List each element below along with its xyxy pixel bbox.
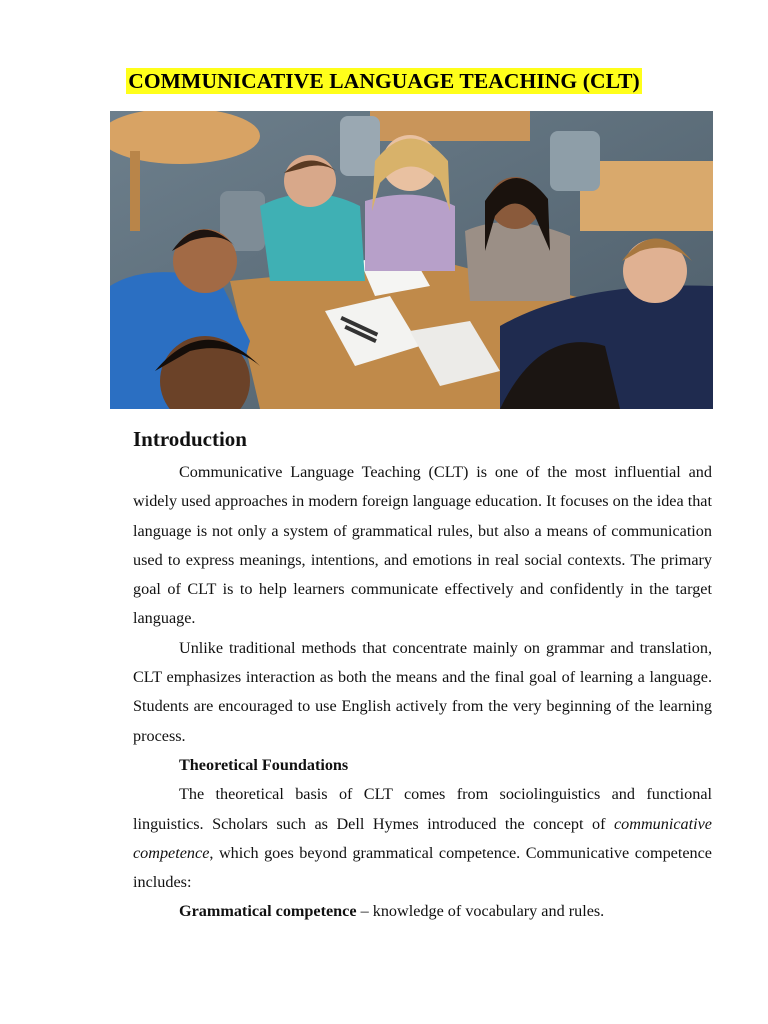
introduction-paragraph-2: Unlike traditional methods that concentrate mainly on grammar and translation, CLT emphasizes interaction as both the means and the final goal of learning a language. Students are encouraged to use English actively from the very beginning of the learning process. [133, 638, 712, 745]
tf-paragraph-end: , which goes beyond grammatical competence. Communicative competence includes: [133, 843, 712, 892]
students-group-study-photo [110, 111, 713, 409]
competence-item-grammatical [133, 897, 712, 926]
tf-italic-term: communicative competence [133, 814, 712, 862]
competence-description: – knowledge of vocabulary and rules. [356, 902, 605, 921]
photo-illustration [110, 111, 713, 409]
document-title: COMMUNICATIVE LANGUAGE TEACHING (CLT) [128, 69, 640, 93]
title-container [0, 68, 768, 94]
introduction-paragraph-1: Communicative Language Teaching (CLT) is one of the most influential and widely used approaches in modern foreign language education. It focuses on the idea that language is not only a system of grammatical rules, but also a means of communication used to express meanings, intentions, and emotions in real social contexts. The primary goal of CLT is to help learners communicate effectively and confidently in the target language. [133, 463, 712, 628]
tf-paragraph-start: The theoretical basis of CLT comes from sociolinguistics and functional linguistics. Scholars such as Dell Hymes introduced the concept of [133, 785, 712, 833]
theoretical-foundations-heading: Theoretical Foundations [179, 755, 349, 774]
competence-term: Grammatical competence [179, 902, 357, 921]
document-body [133, 425, 712, 927]
introduction-heading: Introduction [133, 427, 247, 451]
theoretical-foundations-paragraph [133, 780, 712, 897]
